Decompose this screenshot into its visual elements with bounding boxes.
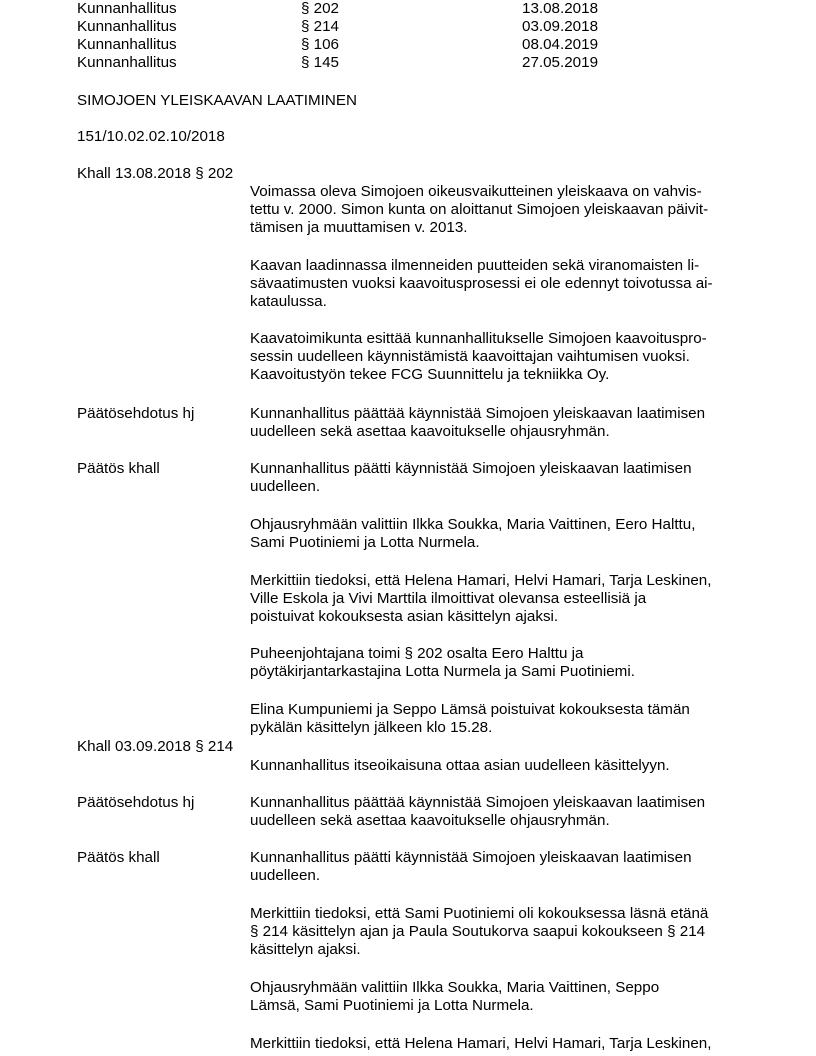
page-title: SIMOJOEN YLEISKAAVAN LAATIMINEN	[77, 92, 357, 109]
body-text-line: Kaavatoimikunta esittää kunnanhallitukselle Simojoen kaavoituspro-	[250, 330, 707, 347]
ref-body: Kunnanhallitus	[77, 0, 177, 17]
body-text-line: tettu v. 2000. Simon kunta on aloittanut Simojoen yleiskaavan päivit-	[250, 201, 709, 218]
body-text-line: Kunnanhallitus päätti käynnistää Simojoen yleiskaavan laatimisen	[250, 849, 692, 866]
body-text-line: tämisen ja muuttamisen v. 2013.	[250, 219, 468, 236]
body-text-line: Kunnanhallitus itseoikaisuna ottaa asian uudelleen käsittelyyn.	[250, 757, 670, 774]
section-label: Päätös khall	[77, 460, 160, 477]
body-text-line: Lämsä, Sami Puotiniemi ja Lotta Nurmela.	[250, 997, 534, 1014]
body-text-line: kataulussa.	[250, 293, 327, 310]
body-text-line: Kunnanhallitus päätti käynnistää Simojoen yleiskaavan laatimisen	[250, 460, 692, 477]
body-text-line: Puheenjohtajana toimi § 202 osalta Eero Halttu ja	[250, 645, 584, 662]
ref-body: Kunnanhallitus	[77, 54, 177, 71]
ref-section: § 106	[301, 36, 340, 53]
body-text-line: käsittelyn ajaksi.	[250, 941, 361, 958]
body-text-line: Merkittiin tiedoksi, että Sami Puotiniemi oli kokouksessa läsnä etänä	[250, 905, 709, 922]
body-text-line: Kunnanhallitus päättää käynnistää Simojoen yleiskaavan laatimisen	[250, 405, 706, 422]
ref-section: § 202	[301, 0, 340, 17]
record-number: 151/10.02.02.10/2018	[77, 128, 225, 145]
body-text-line: Ohjausryhmään valittiin Ilkka Soukka, Maria Vaittinen, Seppo	[250, 979, 660, 996]
meeting-label: Khall 03.09.2018 § 214	[77, 738, 234, 755]
ref-date: 03.09.2018	[522, 18, 599, 35]
section-label: Päätösehdotus hj	[77, 794, 195, 811]
ref-date: 08.04.2019	[522, 36, 599, 53]
ref-section: § 214	[301, 18, 340, 35]
ref-date: 13.08.2018	[522, 0, 599, 17]
body-text-line: Ohjausryhmään valittiin Ilkka Soukka, Maria Vaittinen, Eero Halttu,	[250, 516, 696, 533]
body-text-line: sävaatimusten vuoksi kaavoitusprosessi ei ole edennyt toivotussa ai-	[250, 275, 713, 292]
body-text-line: uudelleen.	[250, 867, 321, 884]
body-text-line: § 214 käsittelyn ajan ja Paula Soutukorva saapui kokoukseen § 214	[250, 923, 706, 940]
ref-body: Kunnanhallitus	[77, 18, 177, 35]
body-text-line: Sami Puotiniemi ja Lotta Nurmela.	[250, 534, 480, 551]
body-text-line: uudelleen sekä asettaa kaavoitukselle ohjausryhmän.	[250, 423, 610, 440]
body-text-line: Kaavan laadinnassa ilmenneiden puutteiden sekä viranomaisten li-	[250, 257, 700, 274]
body-text-line: pykälän käsittelyn jälkeen klo 15.28.	[250, 719, 493, 736]
body-text-line: poistuivat kokouksesta asian käsittelyn ajaksi.	[250, 608, 559, 625]
body-text-line: Merkittiin tiedoksi, että Helena Hamari, Helvi Hamari, Tarja Leskinen,	[250, 1035, 712, 1052]
ref-body: Kunnanhallitus	[77, 36, 177, 53]
section-label: Päätösehdotus hj	[77, 405, 195, 422]
ref-date: 27.05.2019	[522, 54, 599, 71]
body-text-line: Kaavoitustyön tekee FCG Suunnittelu ja tekniikka Oy.	[250, 366, 610, 383]
body-text-line: pöytäkirjantarkastajina Lotta Nurmela ja Sami Puotiniemi.	[250, 663, 635, 680]
section-label: Päätös khall	[77, 849, 160, 866]
body-text-line: Kunnanhallitus päättää käynnistää Simojoen yleiskaavan laatimisen	[250, 794, 706, 811]
ref-section: § 145	[301, 54, 340, 71]
body-text-line: Ville Eskola ja Vivi Marttila ilmoittivat olevansa esteellisiä ja	[250, 590, 647, 607]
body-text-line: sessin uudelleen käynnistämistä kaavoittajan vaihtumisen vuoksi.	[250, 348, 690, 365]
meeting-label: Khall 13.08.2018 § 202	[77, 165, 234, 182]
body-text-line: Elina Kumpuniemi ja Seppo Lämsä poistuivat kokouksesta tämän	[250, 701, 690, 718]
body-text-line: Voimassa oleva Simojoen oikeusvaikutteinen yleiskaava on vahvis-	[250, 183, 702, 200]
body-text-line: uudelleen.	[250, 478, 321, 495]
body-text-line: uudelleen sekä asettaa kaavoitukselle ohjausryhmän.	[250, 812, 610, 829]
body-text-line: Merkittiin tiedoksi, että Helena Hamari, Helvi Hamari, Tarja Leskinen,	[250, 572, 712, 589]
